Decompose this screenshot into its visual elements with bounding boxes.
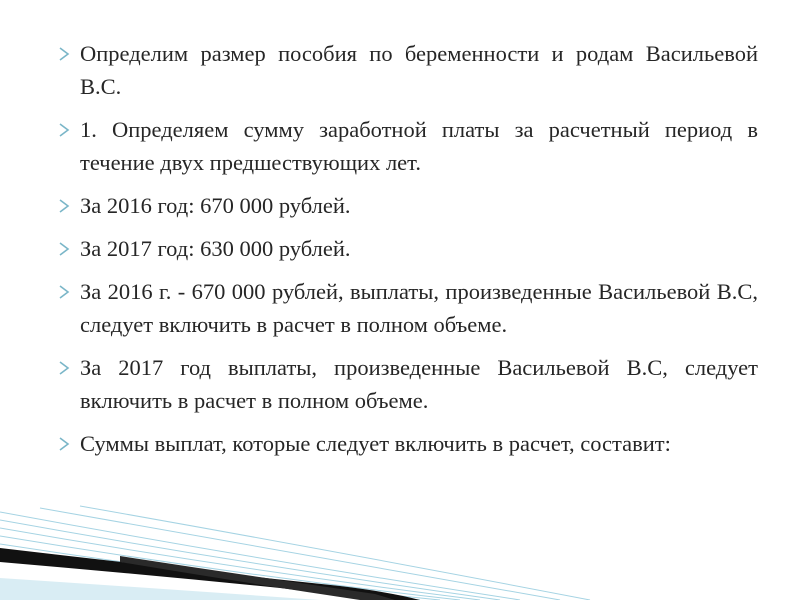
bullet-item <box>58 351 758 417</box>
bullet-text: За 2017 год выплаты, произведенные Васильевой В.С, следует включить в расчет в полном объеме. <box>80 355 758 413</box>
bullet-text: Определим размер пособия по беременности и родам Васильевой В.С. <box>80 41 758 99</box>
bullet-item <box>58 275 758 341</box>
bullet-text: За 2016 год: 670 000 рублей. <box>80 193 351 218</box>
arrow-bullet-icon <box>58 199 70 213</box>
bullet-list <box>58 37 758 460</box>
decorative-swoosh <box>0 490 800 600</box>
bullet-item <box>58 37 758 103</box>
bullet-item <box>58 113 758 179</box>
arrow-bullet-icon <box>58 285 70 299</box>
arrow-bullet-icon <box>58 47 70 61</box>
arrow-bullet-icon <box>58 437 70 451</box>
bullet-text: За 2016 г. - 670 000 рублей, выплаты, произведенные Васильевой В.С, следует включить в расчет в полном объеме. <box>80 279 758 337</box>
arrow-bullet-icon <box>58 242 70 256</box>
bullet-text: За 2017 год: 630 000 рублей. <box>80 236 351 261</box>
bullet-item <box>58 232 758 265</box>
bullet-item <box>58 189 758 222</box>
bullet-text: Суммы выплат, которые следует включить в расчет, составит: <box>80 431 671 456</box>
bullet-text: 1. Определяем сумму заработной платы за расчетный период в течение двух предшествующих лет. <box>80 117 758 175</box>
arrow-bullet-icon <box>58 361 70 375</box>
arrow-bullet-icon <box>58 123 70 137</box>
slide-content <box>58 37 758 470</box>
bullet-item <box>58 427 758 460</box>
